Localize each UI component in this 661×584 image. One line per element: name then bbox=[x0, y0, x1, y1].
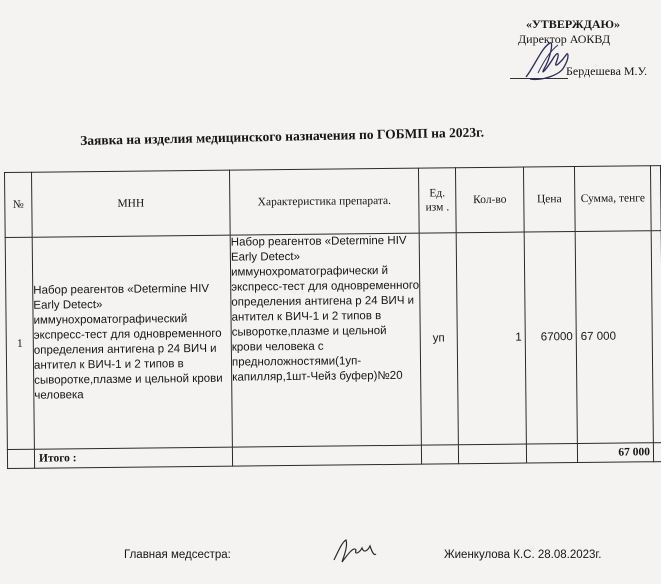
row-sum: 67 000 bbox=[575, 231, 653, 444]
header-qty: Кол-во bbox=[455, 167, 524, 233]
table-header-row bbox=[5, 166, 661, 238]
footer-right-text: Жиенкулова К.С. 28.08.2023г. bbox=[444, 549, 602, 561]
header-sum: Сумма, тенге bbox=[574, 166, 651, 232]
row-characteristic: Набор реагентов «Determine HIV Early Detect» иммунохроматографически й экспресс-тест для одновременного определения антигена р 24 ВИЧ и антител к ВИЧ-1 и 2 типов в сыворотке,плазме и цельной крови человека с предноложностями(1уп-капилляр,1шт-Чейз буфер)№20 bbox=[230, 233, 421, 447]
total-empty-num bbox=[7, 449, 34, 468]
header-unit: Ед. изм . bbox=[418, 168, 456, 233]
total-empty-price bbox=[526, 444, 577, 464]
director-signature bbox=[520, 37, 576, 85]
total-empty-char bbox=[232, 445, 421, 466]
header-characteristic: Характеристика препарата. bbox=[229, 168, 419, 235]
row-unit: уп bbox=[419, 233, 458, 445]
footer-left-label: Главная медсестра: bbox=[124, 549, 231, 561]
total-empty-unit bbox=[421, 445, 458, 464]
total-sum: 67 000 bbox=[577, 443, 653, 463]
request-table bbox=[4, 165, 661, 469]
header-mnn: МНН bbox=[32, 170, 231, 237]
approval-heading: «УТВЕРЖДАЮ» bbox=[526, 17, 621, 31]
row-price: 67000 bbox=[524, 232, 577, 445]
header-extra bbox=[650, 166, 661, 231]
total-empty-qty bbox=[458, 444, 526, 464]
table-row bbox=[5, 231, 661, 450]
row-qty: 1 bbox=[456, 232, 526, 445]
header-num: № bbox=[5, 172, 33, 237]
approval-name: Бердешева М.У. bbox=[566, 64, 648, 78]
total-label: Итого : bbox=[34, 447, 232, 468]
document-title: Заявка на изделия медицинского назначения по ГОБМП на 2023г. bbox=[80, 124, 485, 148]
approval-position: Директор АОКВД bbox=[518, 32, 611, 46]
row-num: 1 bbox=[5, 237, 34, 449]
total-extra bbox=[653, 443, 661, 462]
header-price: Цена bbox=[523, 167, 575, 233]
nurse-signature bbox=[330, 536, 380, 566]
row-mnn: Набор реагентов «Determine HIV Early Detect» иммунохроматографический экспресс-тест для одновременного определения антигена р 24 ВИЧ и антител к ВИЧ-1 и 2 типов в сыворотке,плазме и цельной крови человека bbox=[32, 235, 232, 449]
row-extra bbox=[651, 231, 661, 443]
